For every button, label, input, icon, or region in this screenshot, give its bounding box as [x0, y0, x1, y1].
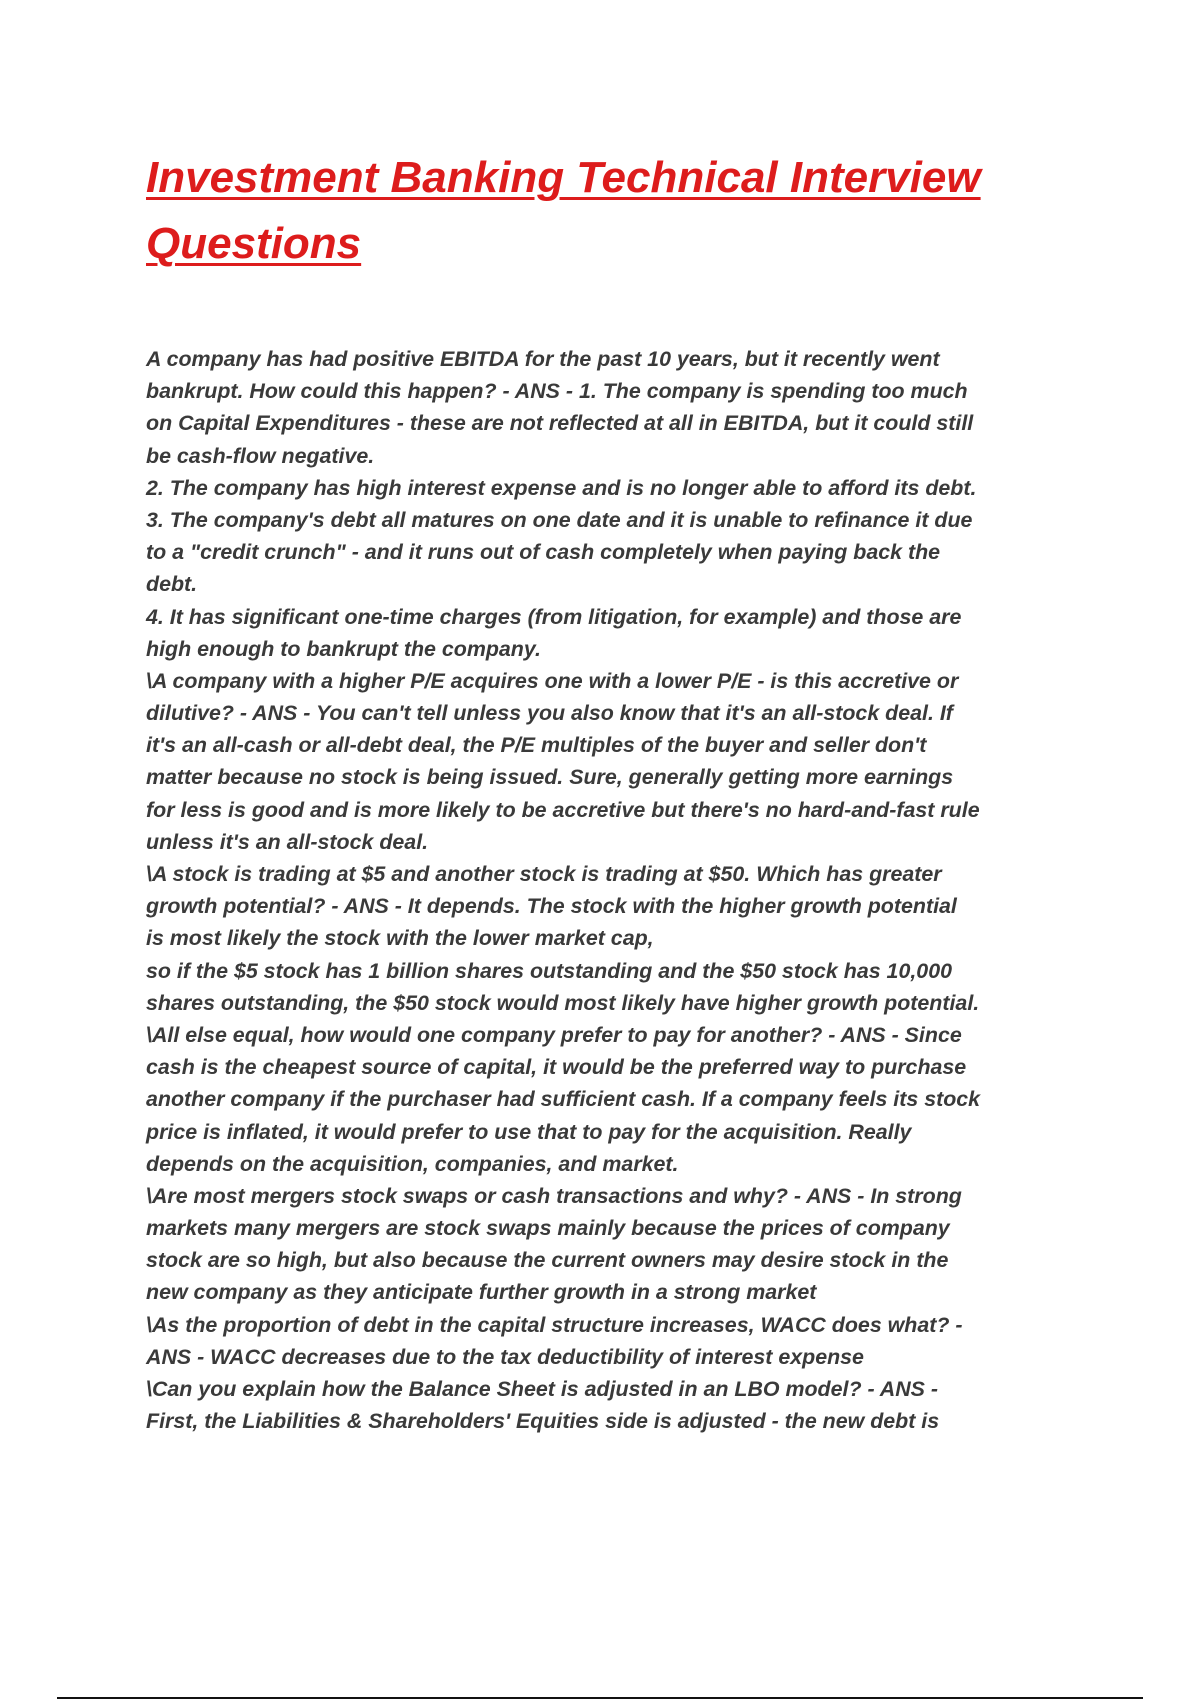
text-line: A company has had positive EBITDA for the past 10 years, but it recently went — [146, 347, 940, 371]
text-line: markets many mergers are stock swaps mainly because the prices of company — [146, 1216, 950, 1241]
text-line: another company if the purchaser had sufficient cash. If a company feels its stock — [146, 1087, 981, 1112]
text-line: 2. The company has high interest expense and is no longer able to afford its debt. — [146, 475, 977, 500]
title-line-1: Investment Banking Technical Interview — [146, 153, 981, 202]
text-line: new company as they anticipate further growth in a strong market — [146, 1280, 817, 1305]
text-line: matter because no stock is being issued. Sure, generally getting more earnings — [146, 765, 954, 790]
text-line: depends on the acquisition, companies, and market. — [146, 1151, 679, 1176]
text-line: ANS - WACC decreases due to the tax deductibility of interest expense — [146, 1344, 864, 1369]
text-line: for less is good and is more likely to be accretive but there's no hard-and-fast rule — [146, 797, 980, 822]
text-line: stock are so high, but also because the current owners may desire stock in the — [146, 1248, 949, 1273]
text-line: \Are most mergers stock swaps or cash transactions and why? - ANS - In strong — [146, 1183, 962, 1208]
text-line: \A company with a higher P/E acquires one with a lower P/E - is this accretive or — [146, 668, 959, 693]
text-line: 3. The company's debt all matures on one date and it is unable to refinance it due — [146, 507, 973, 532]
qa-body — [146, 343, 1096, 1437]
text-line: is most likely the stock with the lower market cap, — [146, 926, 654, 951]
footer-divider — [57, 1697, 1143, 1699]
document-title — [146, 145, 1106, 277]
text-line: so if the $5 stock has 1 billion shares outstanding and the $50 stock has 10,000 — [146, 958, 952, 983]
text-line: be cash-flow negative. — [146, 443, 375, 468]
text-line: price is inflated, it would prefer to use that to pay for the acquisition. Really — [146, 1119, 912, 1144]
text-line: debt. — [146, 572, 198, 597]
text-line: on Capital Expenditures - these are not reflected at all in EBITDA, but it could still — [146, 411, 974, 436]
text-line: \All else equal, how would one company prefer to pay for another? - ANS - Since — [146, 1022, 962, 1047]
text-line: shares outstanding, the $50 stock would most likely have higher growth potential. — [146, 990, 980, 1015]
text-line: \As the proportion of debt in the capital structure increases, WACC does what? - — [146, 1312, 963, 1337]
text-line: 4. It has significant one-time charges (from litigation, for example) and those are — [146, 604, 962, 629]
text-line: bankrupt. How could this happen? - ANS - 1. The company is spending too much — [146, 379, 968, 404]
text-line: high enough to bankrupt the company. — [146, 636, 541, 661]
text-line: \A stock is trading at $5 and another stock is trading at $50. Which has greater — [146, 862, 942, 886]
text-line: cash is the cheapest source of capital, it would be the preferred way to purchase — [146, 1055, 967, 1080]
title-line-2: Questions — [146, 219, 362, 268]
text-line: growth potential? - ANS - It depends. The stock with the higher growth potential — [146, 894, 957, 919]
text-line: to a "credit crunch" - and it runs out of cash completely when paying back the — [146, 540, 941, 565]
text-line: First, the Liabilities & Shareholders' Equities side is adjusted - the new debt is — [146, 1409, 940, 1434]
text-line: it's an all-cash or all-debt deal, the P/E multiples of the buyer and seller don't — [146, 733, 927, 758]
text-line: unless it's an all-stock deal. — [146, 829, 429, 854]
text-line: dilutive? - ANS - You can't tell unless you also know that it's an all-stock deal. If — [146, 701, 953, 726]
text-line: \Can you explain how the Balance Sheet is adjusted in an LBO model? - ANS - — [146, 1377, 938, 1401]
